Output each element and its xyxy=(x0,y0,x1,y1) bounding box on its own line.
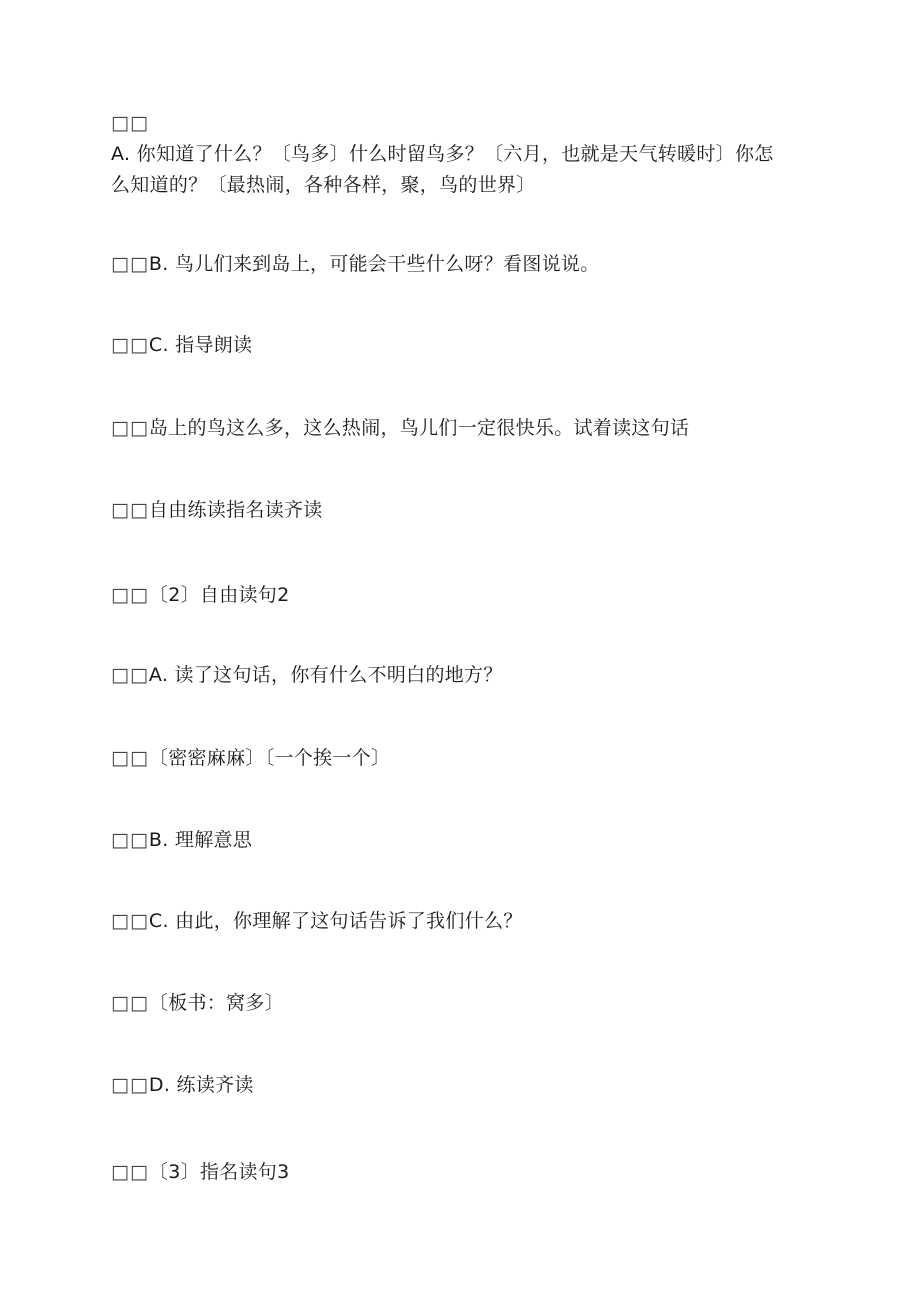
placeholder-box-icon: □□ xyxy=(111,1074,149,1096)
paragraph-text: 〔3〕指名读句3 xyxy=(148,1161,290,1183)
placeholder-box-icon: □□ xyxy=(111,499,149,521)
placeholder-box-icon: □□ xyxy=(111,334,149,356)
placeholder-box-icon: □□ xyxy=(111,253,149,275)
paragraph-blackboard xyxy=(111,988,284,1018)
placeholder-box-icon: □□ xyxy=(111,992,149,1014)
paragraph-sentence-2 xyxy=(111,580,289,610)
placeholder-box-icon: □□ xyxy=(111,664,149,686)
paragraph-c-understanding xyxy=(111,906,523,936)
paragraph-free-practice xyxy=(111,495,323,525)
paragraph-text: D. 练读齐读 xyxy=(148,1074,254,1096)
paragraph-text: 〔板书：窝多〕 xyxy=(148,992,285,1014)
placeholder-box-icon: □□ xyxy=(111,1161,149,1183)
paragraph-b-meaning xyxy=(111,825,252,855)
paragraph-text: 岛上的鸟这么多，这么热闹，鸟儿们一定很快乐。试着读这句话 xyxy=(148,417,690,439)
paragraph-text: C. 指导朗读 xyxy=(148,334,253,356)
paragraph-c-reading xyxy=(111,330,252,360)
placeholder-box-icon: □□ xyxy=(111,584,149,606)
paragraph-text: 〔密密麻麻〕〔一个挨一个〕 xyxy=(148,747,391,769)
paragraph-text: C. 由此，你理解了这句话告诉了我们什么？ xyxy=(148,910,523,932)
paragraph-text: B. 理解意思 xyxy=(148,829,253,851)
paragraph-marker xyxy=(111,108,821,139)
placeholder-box-icon: □□ xyxy=(111,829,149,851)
paragraph-text: 〔2〕自由读句2 xyxy=(148,584,290,606)
paragraph-first xyxy=(111,108,821,201)
placeholder-box-icon: □□ xyxy=(111,112,149,134)
placeholder-box-icon: □□ xyxy=(111,417,149,439)
paragraph-d-practice xyxy=(111,1070,254,1100)
paragraph-keywords xyxy=(111,743,390,773)
paragraph-a-question xyxy=(111,660,503,690)
paragraph-b-activity xyxy=(111,249,600,279)
paragraph-island-birds xyxy=(111,413,689,443)
paragraph-line: 么知道的？〔最热闹，各种各样，聚，鸟的世界〕 xyxy=(111,174,536,196)
paragraph-line: A. 你知道了什么？〔鸟多〕什么时留鸟多？〔六月，也就是天气转暖时〕你怎 xyxy=(111,143,774,165)
paragraph-text: 自由练读指名读齐读 xyxy=(148,499,323,521)
placeholder-box-icon: □□ xyxy=(111,747,149,769)
paragraph-text: B. 鸟儿们来到岛上，可能会干些什么呀？看图说说。 xyxy=(148,253,600,275)
placeholder-box-icon: □□ xyxy=(111,910,149,932)
paragraph-text: A. 读了这句话，你有什么不明白的地方？ xyxy=(148,664,503,686)
paragraph-sentence-3 xyxy=(111,1157,289,1187)
